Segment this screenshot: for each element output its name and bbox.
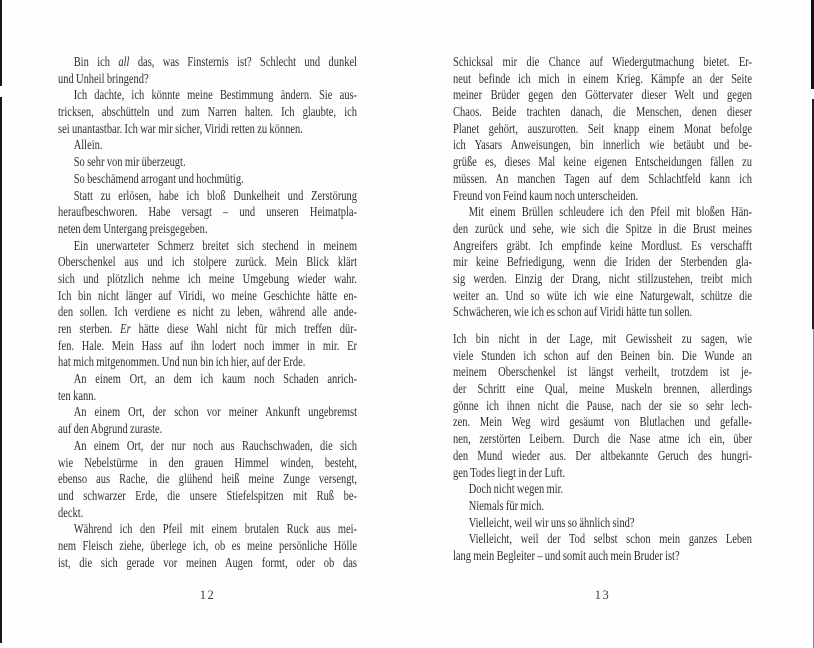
text-line: Niemals für mich. — [468, 498, 544, 514]
text-line: Während ich den Pfeil mit einem brutalen Ruck aus mei- — [73, 522, 357, 538]
text-line: grüße es, dieses Mal keine eigenen Entscheidungen fällen zu — [453, 155, 752, 171]
text-line: An einem Ort, an dem ich kaum noch Schaden anrich- — [73, 372, 357, 388]
text-line: Planet gehört, auszurotten. Seit knapp einem Monat befolge — [453, 121, 752, 137]
text-line: Schwächeren, wie ich es schon auf Viridi hätte tun sollen. — [453, 305, 693, 321]
text-line: gen Todes liegt in der Luft. — [453, 465, 566, 481]
text-line: tricksen, abschütteln und zum Narren halten. Ich glaubte, ich — [58, 105, 357, 121]
text-line: ich Yasars Anweisungen, bin innerlich wie betäubt und be- — [453, 138, 752, 154]
text-line: So beschämend arrogant und hochmütig. — [73, 171, 244, 187]
page-number-right: 13 — [594, 588, 611, 602]
text-line: nen, zerstörten Leibern. Durch die Nase atme ich ein, über — [453, 432, 752, 448]
text-line: neut befinde ich mich in einem Krieg. Kämpfe an der Seite — [453, 71, 752, 87]
text-line: Vielleicht, weil der Tod selbst schon mein ganzes Leben — [468, 532, 752, 548]
text-line: ren sterben. Er hätte diese Wahl nicht für mich treffen dür- — [58, 322, 357, 337]
text-line: Statt zu erlösen, habe ich bloß Dunkelheit und Zerstörung — [73, 188, 357, 204]
text-line: meinem Oberschenkel ist längst verheilt, trotzdem ist je- — [453, 365, 752, 381]
text-line: Ein unerwarteter Schmerz breitet sich stechend in meinem — [73, 238, 357, 254]
text-line: müssen. An manchen Tagen auf dem Schlachtfeld kann ich — [453, 171, 752, 187]
text-line: weiter an. Und so wüte ich wie eine Naturgewalt, schütze die — [453, 288, 752, 304]
text-line: Freund von Feind kaum noch unterscheiden. — [453, 188, 639, 204]
text-line: Angreifers gräbt. Ich empfinde keine Mordlust. Es verschafft — [453, 238, 752, 254]
text-line: Oberschenkel aus und ich stolpere zurück. Mein Blick klärt — [58, 255, 357, 271]
text-line: Vielleicht, weil wir uns so ähnlich sind? — [468, 515, 635, 531]
paragraph-gap — [453, 322, 752, 332]
text-line: ebenso aus Rache, die glühend heiß meine Zunge versengt, — [58, 472, 357, 488]
text-line: Doch nicht wegen mir. — [468, 482, 564, 498]
text-line: sich und plötzlich nehme ich meine Umgebung wieder wahr. — [58, 271, 357, 287]
text-line: Chaos. Beide trachten danach, die Menschen, denen dieser — [453, 105, 752, 121]
right-page-text-column — [453, 55, 752, 566]
text-line: Ich bin nicht länger auf Viridi, wo meine Geschichte hätte en- — [58, 288, 357, 304]
page-number-left: 12 — [199, 588, 216, 602]
text-line: fen. Hale. Mein Hass auf ihn lodert noch immer in mir. Er — [58, 338, 357, 354]
text-line: meiner Brüder gegen den Göttervater dieser Welt und gegen — [453, 88, 752, 104]
scan-edge-artifact — [0, 0, 2, 86]
text-line: Ich dachte, ich könnte meine Bestimmung ändern. Sie aus- — [73, 88, 357, 104]
text-line: den Mund wieder aus. Der altbekannte Geruch des hungri- — [453, 448, 752, 464]
text-line: der Schritt eine Qual, meine Muskeln brennen, allerdings — [453, 382, 752, 398]
text-line: gönne ich ihnen nicht die Pause, nach der sie so sehr lech- — [453, 398, 752, 414]
text-line: An einem Ort, der nur noch aus Rauchschwaden, die sich — [73, 438, 357, 454]
scan-edge-artifact — [0, 97, 2, 643]
text-line: Schicksal mir die Chance auf Wiedergutmachung bietet. Er- — [453, 55, 752, 70]
text-line: neten dem Untergang preisgegeben. — [58, 221, 208, 237]
text-line: sig werden. Einzig der Drang, nicht stillzustehen, treibt mich — [453, 271, 752, 287]
text-line: wie Nebelstürme in den grauen Himmel winden, besteht, — [58, 455, 357, 471]
text-line: An einem Ort, der schon vor meiner Ankunft ungebremst — [73, 405, 357, 421]
text-line: Bin ich all das, was Finsternis ist? Schlecht und dunkel — [73, 55, 357, 70]
text-line: zen. Mein Weg wird gesäumt von Blutlachen und gefalle- — [453, 415, 752, 431]
text-line: sei unantastbar. Ich war mir sicher, Viridi retten zu können. — [58, 121, 303, 137]
text-line: und schwarzer Erde, die unsere Stiefelspitzen mit Ruß be- — [58, 488, 357, 504]
text-line: den zurück und sehe, wie sich die Spitze in die Brust meines — [453, 221, 752, 237]
left-page-text-column — [58, 55, 357, 572]
text-line: den sollen. Ich verdiene es nicht zu leben, während alle ande- — [58, 305, 357, 321]
text-line: ten kann. — [58, 388, 97, 404]
text-line: mir keine Befriedigung, wenn die Iriden der Sterbenden gla- — [453, 255, 752, 271]
text-line: heraufbeschworen. Habe versagt – und unseren Heimatpla- — [58, 205, 357, 221]
text-line: und Unheil bringend? — [58, 71, 149, 87]
text-line: nem Fleisch ziehe, überlege ich, ob es meine persönliche Hölle — [58, 538, 357, 554]
text-line: lang mein Begleiter – und somit auch mein Bruder ist? — [453, 548, 680, 564]
text-line: deckt. — [58, 505, 84, 521]
text-line: viele Stunden ich schon auf den Beinen bin. Die Wunde an — [453, 348, 752, 364]
text-line: ist, die sich gerade vor meinen Augen formt, oder ob das — [58, 555, 357, 571]
text-line: auf den Abgrund zuraste. — [58, 422, 163, 438]
text-line: So sehr von mir überzeugt. — [73, 155, 186, 171]
text-line: Allein. — [73, 138, 103, 154]
text-line: Ich bin nicht in der Lage, mit Gewissheit zu sagen, wie — [453, 332, 752, 347]
text-line: Mit einem Brüllen schleudere ich den Pfeil mit bloßen Hän- — [468, 205, 752, 221]
text-line: hat mich mitgenommen. Und nun bin ich hier, auf der Erde. — [58, 355, 306, 371]
